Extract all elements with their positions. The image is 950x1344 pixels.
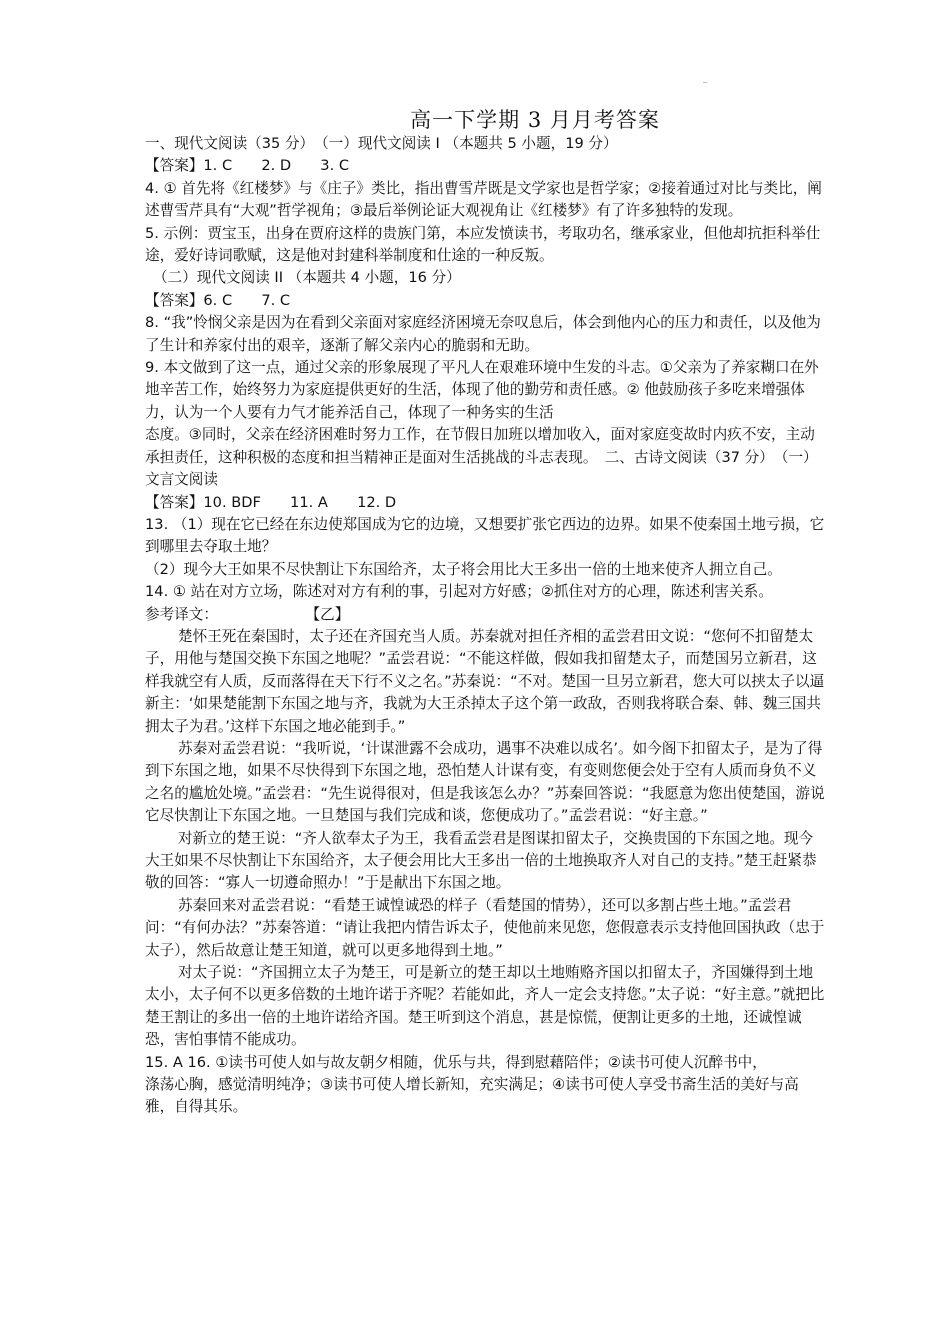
- answer-paragraph: 5. 示例：贾宝玉，出身在贾府这样的贵族门第，本应发愤读书，考取功名，继承家业，但他却抗拒科举仕途，爱好诗词歌赋，这是他对封建科举制度和仕途的一种反叛。: [145, 224, 821, 265]
- answer-paragraph: （2）现今大王如果不尽快割让下东国给齐，太子将会用比大王多出一倍的土地来使齐人拥立自己。: [145, 560, 782, 578]
- answer-paragraph: 4. ① 首先将《红楼梦》与《庄子》类比，指出曹雪芹既是文学家也是哲学家；②接着通过对比与类比，阐述曹雪芹具有“大观”哲学视角；③最后举例论证大观视角让《红楼梦》有了许多独特的发现。: [145, 179, 822, 220]
- reference-heading: 参考译文： 【乙】: [145, 605, 350, 623]
- answer-line: 【答案】6. C 7. C: [145, 291, 291, 309]
- answer-paragraph: 14. ① 站在对方立场，陈述对对方有利的事，引起对方好感；②抓住对方的心理，陈述利害关系。: [145, 583, 773, 601]
- answer-body: [145, 133, 825, 1119]
- translation-paragraph: 苏秦对孟尝君说：“我听说，‘计谋泄露不会成功，遇事不决难以成名’。如今阁下扣留太子，是为了得到下东国之地，如果不尽快得到下东国之地，恐怕楚人计谋有变，有变则您便会处于空有人质而身负不义之名的尴尬处境。”孟尝君：“先生说得很对，但是我该怎么办？”苏秦回答说：“我愿意为您出使楚国，游说它尽快割让下东国之地。一旦楚国与我们完成和谈，您便成功了。”孟尝君说：“好主意。”: [145, 739, 825, 825]
- answer-paragraph: 13. （1）现在它已经在东边使郑国成为它的边境，又想要扩张它西边的边界。如果不使秦国土地亏损，它到哪里去夺取土地？: [145, 515, 825, 556]
- answer-line: 【答案】1. C 2. D 3. C: [145, 157, 350, 175]
- translation-paragraph: 苏秦回来对孟尝君说：“看楚王诚惶诚恐的样子（看楚国的情势），还可以多割占些土地。”孟尝君问：“有何办法？”苏秦答道：“请让我把内情告诉太子，使他前来见您，您假意表示支持他回国执政（忠于太子），然后故意让楚王知道，就可以更多地得到土地。”: [145, 896, 825, 959]
- section-heading: （二）现代文阅读 II （本题共 4 小题，16 分）: [153, 269, 461, 287]
- translation-paragraph: 对太子说：“齐国拥立太子为楚王，可是新立的楚王却以土地贿赂齐国以扣留太子，齐国嫌得到土地太小，太子何不以更多倍数的土地许诺于齐呢？若能如此，齐人一定会支持您。”太子说：“好主意。”就把比楚王割让的多出一倍的土地许诺给齐国。楚王听到这个消息，甚是惊慌，便割让更多的土地，还诚惶诚恐，害怕事情不能成功。: [145, 964, 825, 1049]
- page-title: 高一下学期 3 月月考答案: [410, 108, 660, 132]
- answer-paragraph: 9. 本文做到了这一点，通过父亲的形象展现了平凡人在艰难环境中生发的斗志。①父亲为了养家糊口在外地辛苦工作，始终努力为家庭提供更好的生活，体现了他的勤劳和责任感。② 他鼓励孩子多吃来增强体力，认为一个人要有力气才能养活自己，体现了一种务实的生活: [145, 359, 819, 421]
- answer-paragraph: 态度。③同时，父亲在经济困难时努力工作，在节假日加班以增加收入，面对家庭变故时内疚不安，主动承担责任，这种积极的态度和担当精神正是面对生活挑战的斗志表现。 二、古诗文阅读（37 分） （一）文言文阅读: [145, 426, 818, 489]
- answer-line: 【答案】10. BDF 11. A 12. D: [145, 493, 397, 511]
- translation-paragraph: 对新立的楚王说：“齐人欲奉太子为王，我看孟尝君是图谋扣留太子，交换贵国的下东国之地。现今大王如果不尽快割让下东国给齐，太子便会用比大王多出一倍的土地换取齐人对自己的支持。”楚王赶紧恭敬的回答：“寡人一切遵命照办！”于是献出下东国之地。: [145, 829, 817, 892]
- answer-paragraph: 8. “我”怜悯父亲是因为在看到父亲面对家庭经济困境无奈叹息后，体会到他内心的压力和责任，以及他为了生计和养家付出的艰辛，逐渐了解父亲内心的脆弱和无助。: [145, 314, 821, 354]
- translation-paragraph: 楚怀王死在秦国时，太子还在齐国充当人质。苏秦就对担任齐相的孟尝君田文说：“您何不扣留楚太子，用他与楚国交换下东国之地呢？”孟尝君说：“不能这样做，假如我扣留楚太子，而楚国另立新君，这样我就空有人质，反而落得在天下行不义之名。”苏秦说：“不对。楚国一旦另立新君，您大可以挟太子以逼新主：‘如果楚能割下东国之地与齐，我就为大王杀掉太子这个第一政敌，否则我将联合秦、韩、魏三国共拥太子为君。’这样下东国之地必能到手。”: [145, 627, 825, 735]
- section-heading: 一、现代文阅读（35 分） （一）现代文阅读 I （本题共 5 小题，19 分）: [145, 135, 618, 152]
- scan-mark: [703, 82, 707, 83]
- answer-paragraph: 涤荡心胸，感觉清明纯净；③读书可使人增长新知，充实满足；④读书可使人享受书斋生活的美好与高雅，自得其乐。: [145, 1076, 799, 1116]
- answer-paragraph: 15. A 16. ①读书可使人如与故友朝夕相随，优乐与共，得到慰藉陪伴；②读书可使人沉醉书中，: [145, 1053, 767, 1071]
